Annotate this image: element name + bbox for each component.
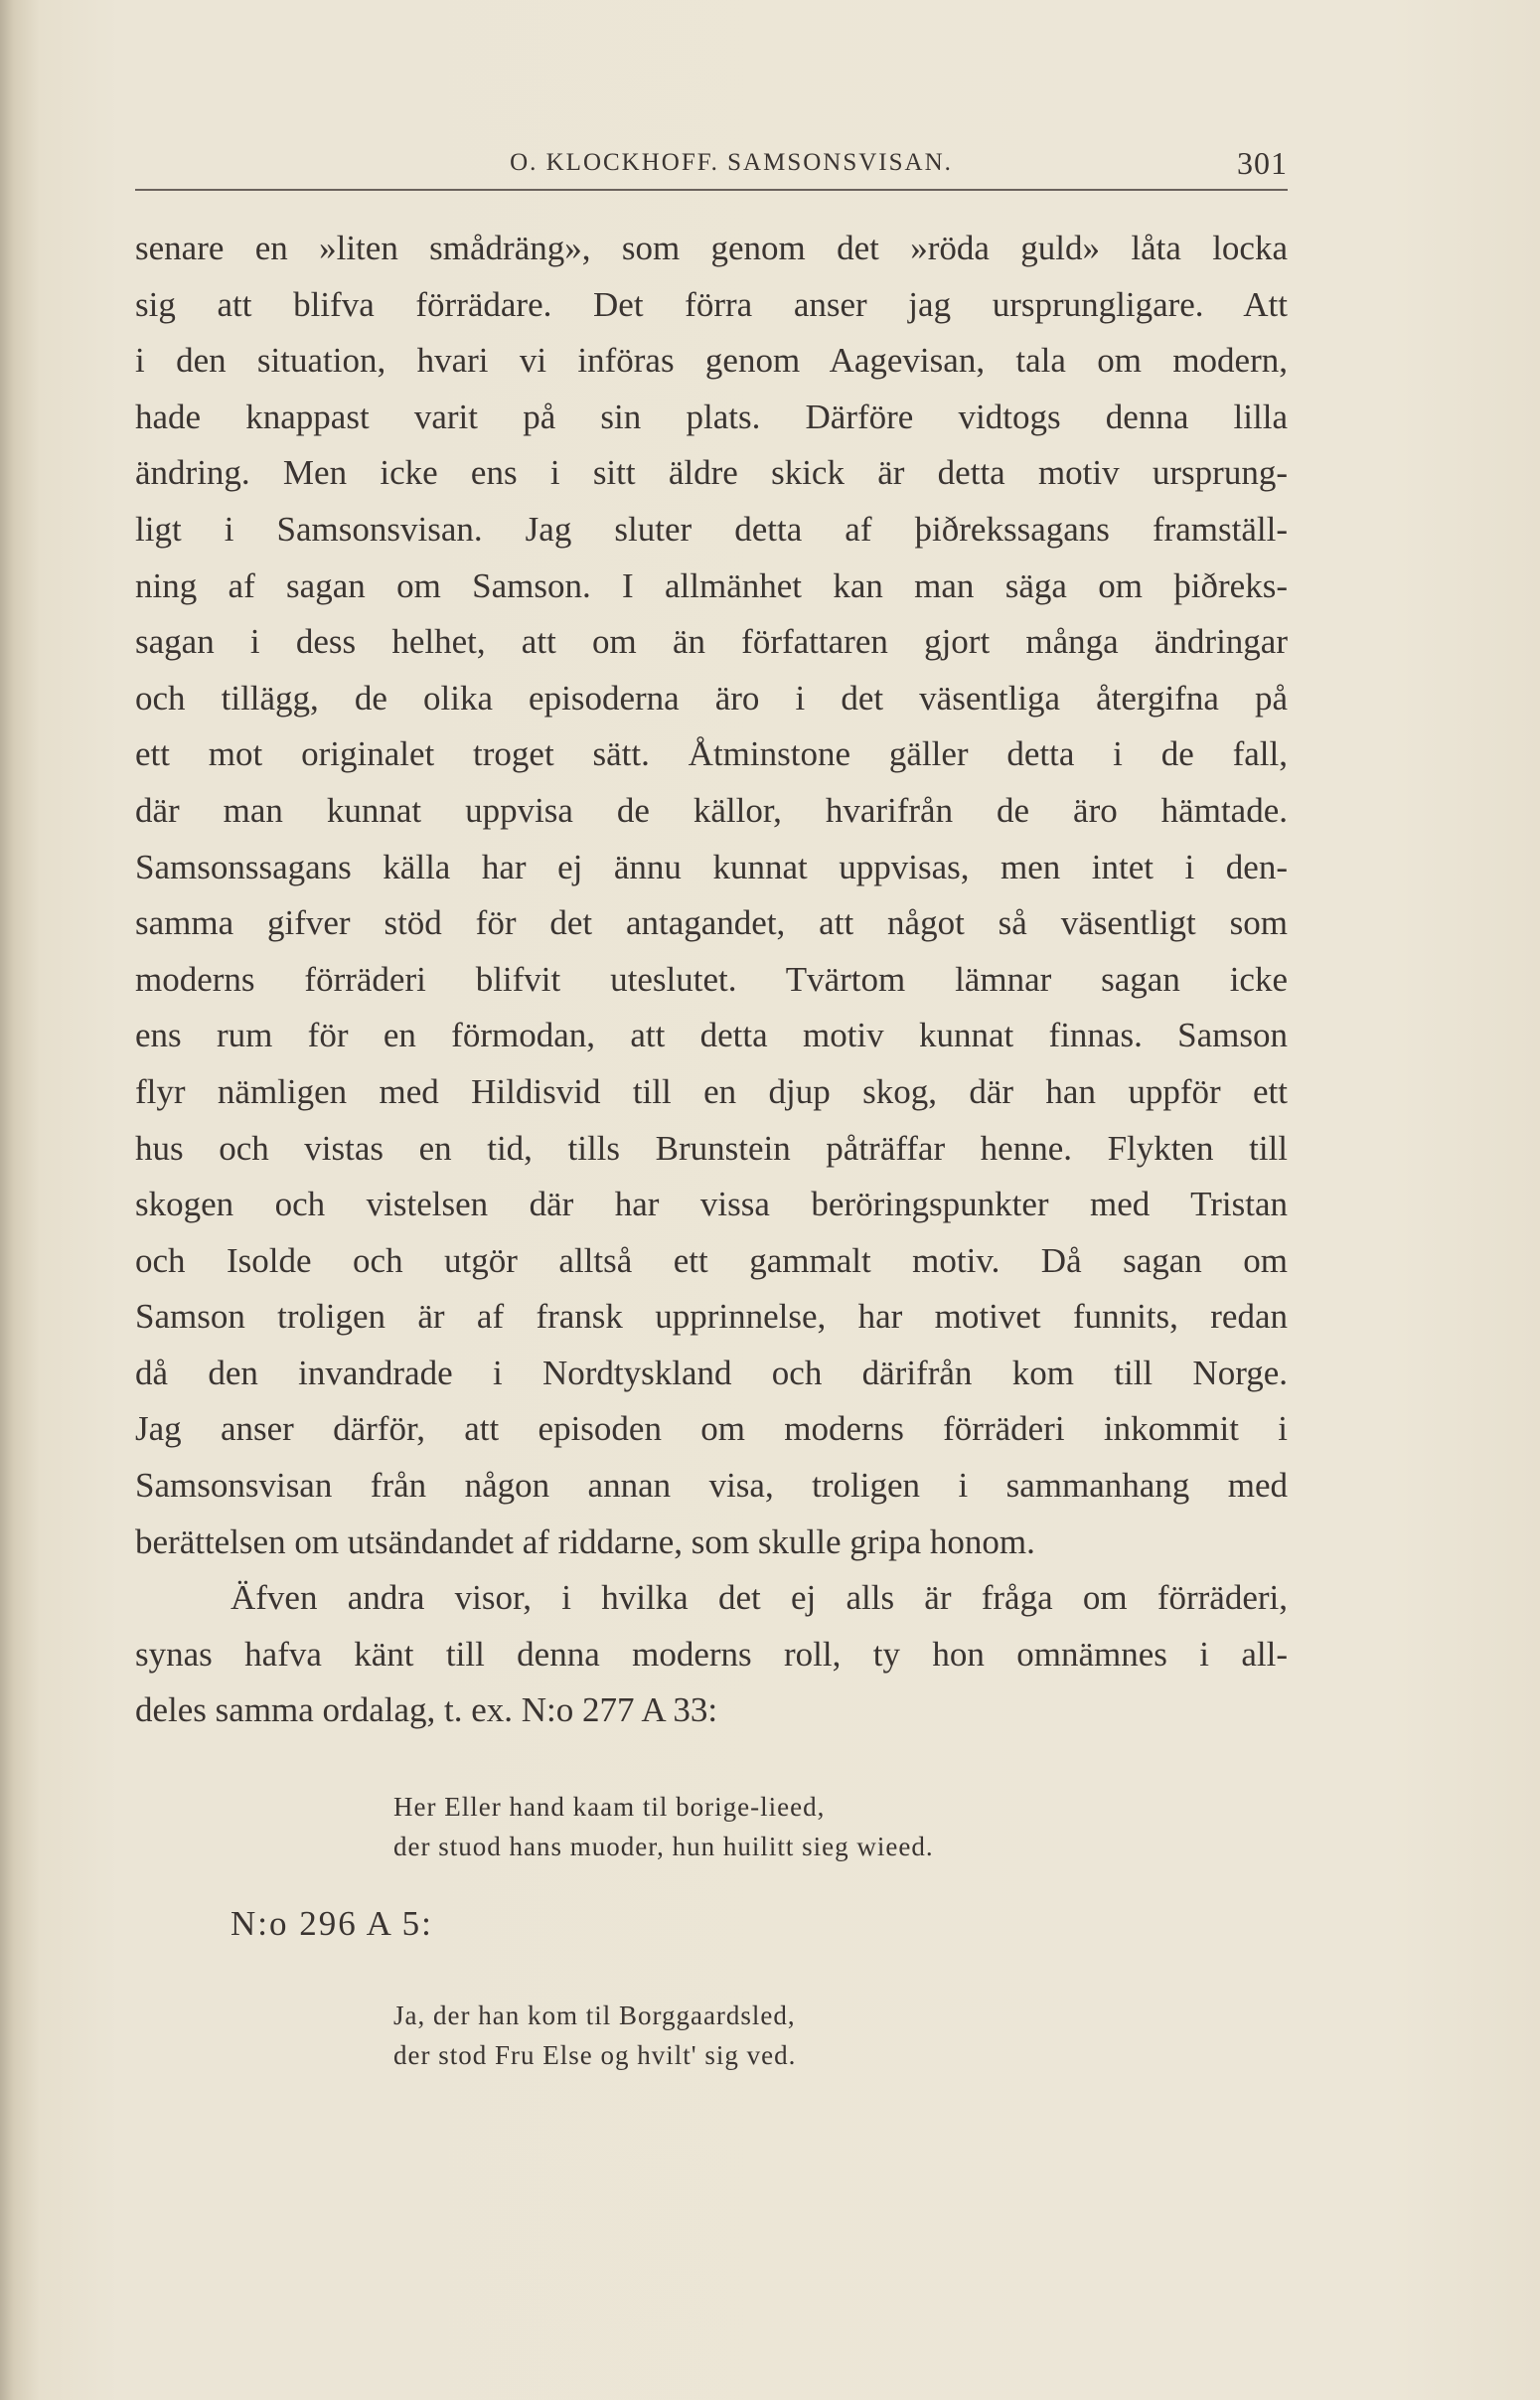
text-line: ändring. Men icke ens i sitt äldre skick är detta motiv ursprung- [135,453,1288,493]
text-line: ett mot originalet troget sätt. Åtminstone gäller detta i de fall, [135,734,1288,774]
text-line: ligt i Samsonsvisan. Jag sluter detta af þiðrekssagans framställ- [135,509,1288,549]
verse-line: der stod Fru Else og hvilt' sig ved. [393,2040,797,2070]
verse-line: Her Eller hand kaam til borige-lieed, [393,1792,826,1822]
text-line-paragraph-start: Äfven andra visor, i hvilka det ej alls är fråga om förräderi, [231,1578,1288,1618]
text-line: skogen och vistelsen där har vissa beröringspunkter med Tristan [135,1185,1288,1224]
verse-quote-1 [393,1787,934,1866]
text-line: Samsonssagans källa har ej ännu kunnat uppvisas, men intet i den- [135,847,1288,886]
text-line: Samsonsvisan från någon annan visa, troligen i sammanhang med [135,1466,1288,1506]
text-line: hus och vistas en tid, tills Brunstein påträffar henne. Flykten till [135,1128,1288,1168]
text-line: moderns förräderi blifvit uteslutet. Tvärtom lämnar sagan icke [135,959,1288,999]
text-line: samma gifver stöd för det antagandet, att något så väsentligt som [135,903,1288,943]
text-line: deles samma ordalag, t. ex. N:o 277 A 33: [135,1690,718,1730]
body-text [135,221,1288,1739]
text-line: sig att blifva förrädare. Det förra anser jag ursprungligare. Att [135,284,1288,324]
text-line: hade knappast varit på sin plats. Därföre vidtogs denna lilla [135,397,1288,436]
text-line: Samson troligen är af fransk upprinnelse, har motivet funnits, redan [135,1297,1288,1337]
text-line: flyr nämligen med Hildisvid till en djup skog, där han uppför ett [135,1071,1288,1111]
page-number: 301 [1237,145,1288,181]
text-line: berättelsen om utsändandet af riddarne, som skulle gripa honom. [135,1521,1035,1561]
verse-line: der stuod hans muoder, hun huilitt sieg wieed. [393,1832,934,1861]
verse-reference: N:o 296 A 5: [231,1904,433,1943]
text-line: Jag anser därför, att episoden om moderns förräderi inkommit i [135,1409,1288,1449]
verse-quote-2 [393,1996,796,2075]
text-line: synas hafva känt till denna moderns roll, ty hon omnämnes i all- [135,1634,1288,1674]
text-line: och Isolde och utgör alltså ett gammalt motiv. Då sagan om [135,1240,1288,1280]
page-header [135,145,1288,189]
header-rule [135,189,1288,191]
text-line: sagan i dess helhet, att om än författaren gjort många ändringar [135,622,1288,662]
running-title: O. KLOCKHOFF. SAMSONSVISAN. [510,149,953,176]
text-line: ning af sagan om Samson. I allmänhet kan man säga om þiðreks- [135,565,1288,605]
text-line: i den situation, hvari vi införas genom Aagevisan, tala om modern, [135,341,1288,381]
text-line: ens rum för en förmodan, att detta motiv kunnat finnas. Samson [135,1016,1288,1055]
text-line: där man kunnat uppvisa de källor, hvarifrån de äro hämtade. [135,790,1288,830]
text-line: senare en »liten smådräng», som genom det »röda guld» låta locka [135,229,1288,267]
text-line: då den invandrade i Nordtyskland och därifrån kom till Norge. [135,1353,1288,1392]
verse-line: Ja, der han kom til Borggaardsled, [393,2000,796,2030]
text-line: och tillägg, de olika episoderna äro i det väsentliga återgifna på [135,678,1288,718]
